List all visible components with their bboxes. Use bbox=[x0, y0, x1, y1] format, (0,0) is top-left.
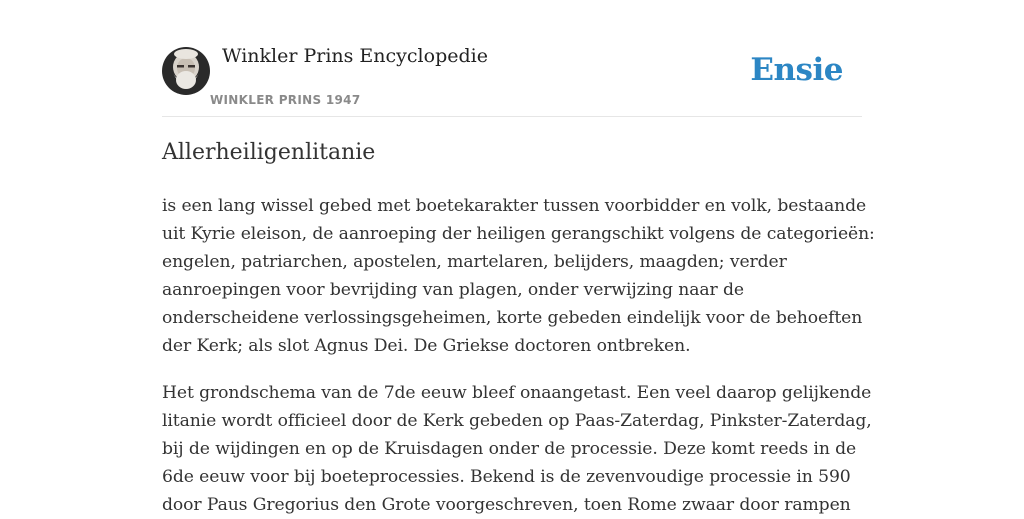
article-title: Allerheiligenlitanie bbox=[162, 140, 376, 165]
paragraph-line: bij de wijdingen en op de Kruisdagen onder de processie. Deze komt reeds in de bbox=[162, 439, 857, 459]
paragraph-line: 6de eeuw voor bij boeteprocessies. Bekend is de zevenvoudige processie in 590 bbox=[162, 467, 851, 487]
source-subtitle: WINKLER PRINS 1947 bbox=[210, 93, 361, 107]
paragraph-line: uit Kyrie eleison, de aanroeping der heiligen gerangschikt volgens de categorieën: bbox=[162, 224, 875, 244]
paragraph-line: onderscheidene verlossingsgeheimen, korte gebeden eindelijk voor de behoeften bbox=[162, 308, 863, 328]
source-header bbox=[162, 0, 862, 117]
source-avatar[interactable] bbox=[162, 47, 210, 95]
paragraph-line: der Kerk; als slot Agnus Dei. De Griekse doctoren ontbreken. bbox=[162, 336, 691, 356]
article-paragraph-2 bbox=[162, 379, 872, 519]
source-title-link[interactable]: Winkler Prins Encyclopedie bbox=[222, 45, 488, 67]
article-paragraph-1 bbox=[162, 192, 875, 360]
paragraph-line: engelen, patriarchen, apostelen, martelaren, belijders, maagden; verder bbox=[162, 252, 787, 272]
paragraph-line: Het grondschema van de 7de eeuw bleef onaangetast. Een veel daarop gelijkende bbox=[162, 383, 872, 403]
paragraph-line: door Paus Gregorius den Grote voorgeschreven, toen Rome zwaar door rampen bbox=[162, 495, 851, 515]
paragraph-line: aanroepingen voor bevrijding van plagen, onder verwijzing naar de bbox=[162, 280, 744, 300]
ensie-logo-link[interactable]: Ensie bbox=[750, 52, 843, 88]
bearded-portrait-icon bbox=[162, 47, 210, 95]
paragraph-line: litanie wordt officieel door de Kerk gebeden op Paas-Zaterdag, Pinkster-Zaterdag, bbox=[162, 411, 872, 431]
paragraph-line: is een lang wissel gebed met boetekarakter tussen voorbidder en volk, bestaande bbox=[162, 196, 867, 216]
page bbox=[162, 0, 875, 515]
